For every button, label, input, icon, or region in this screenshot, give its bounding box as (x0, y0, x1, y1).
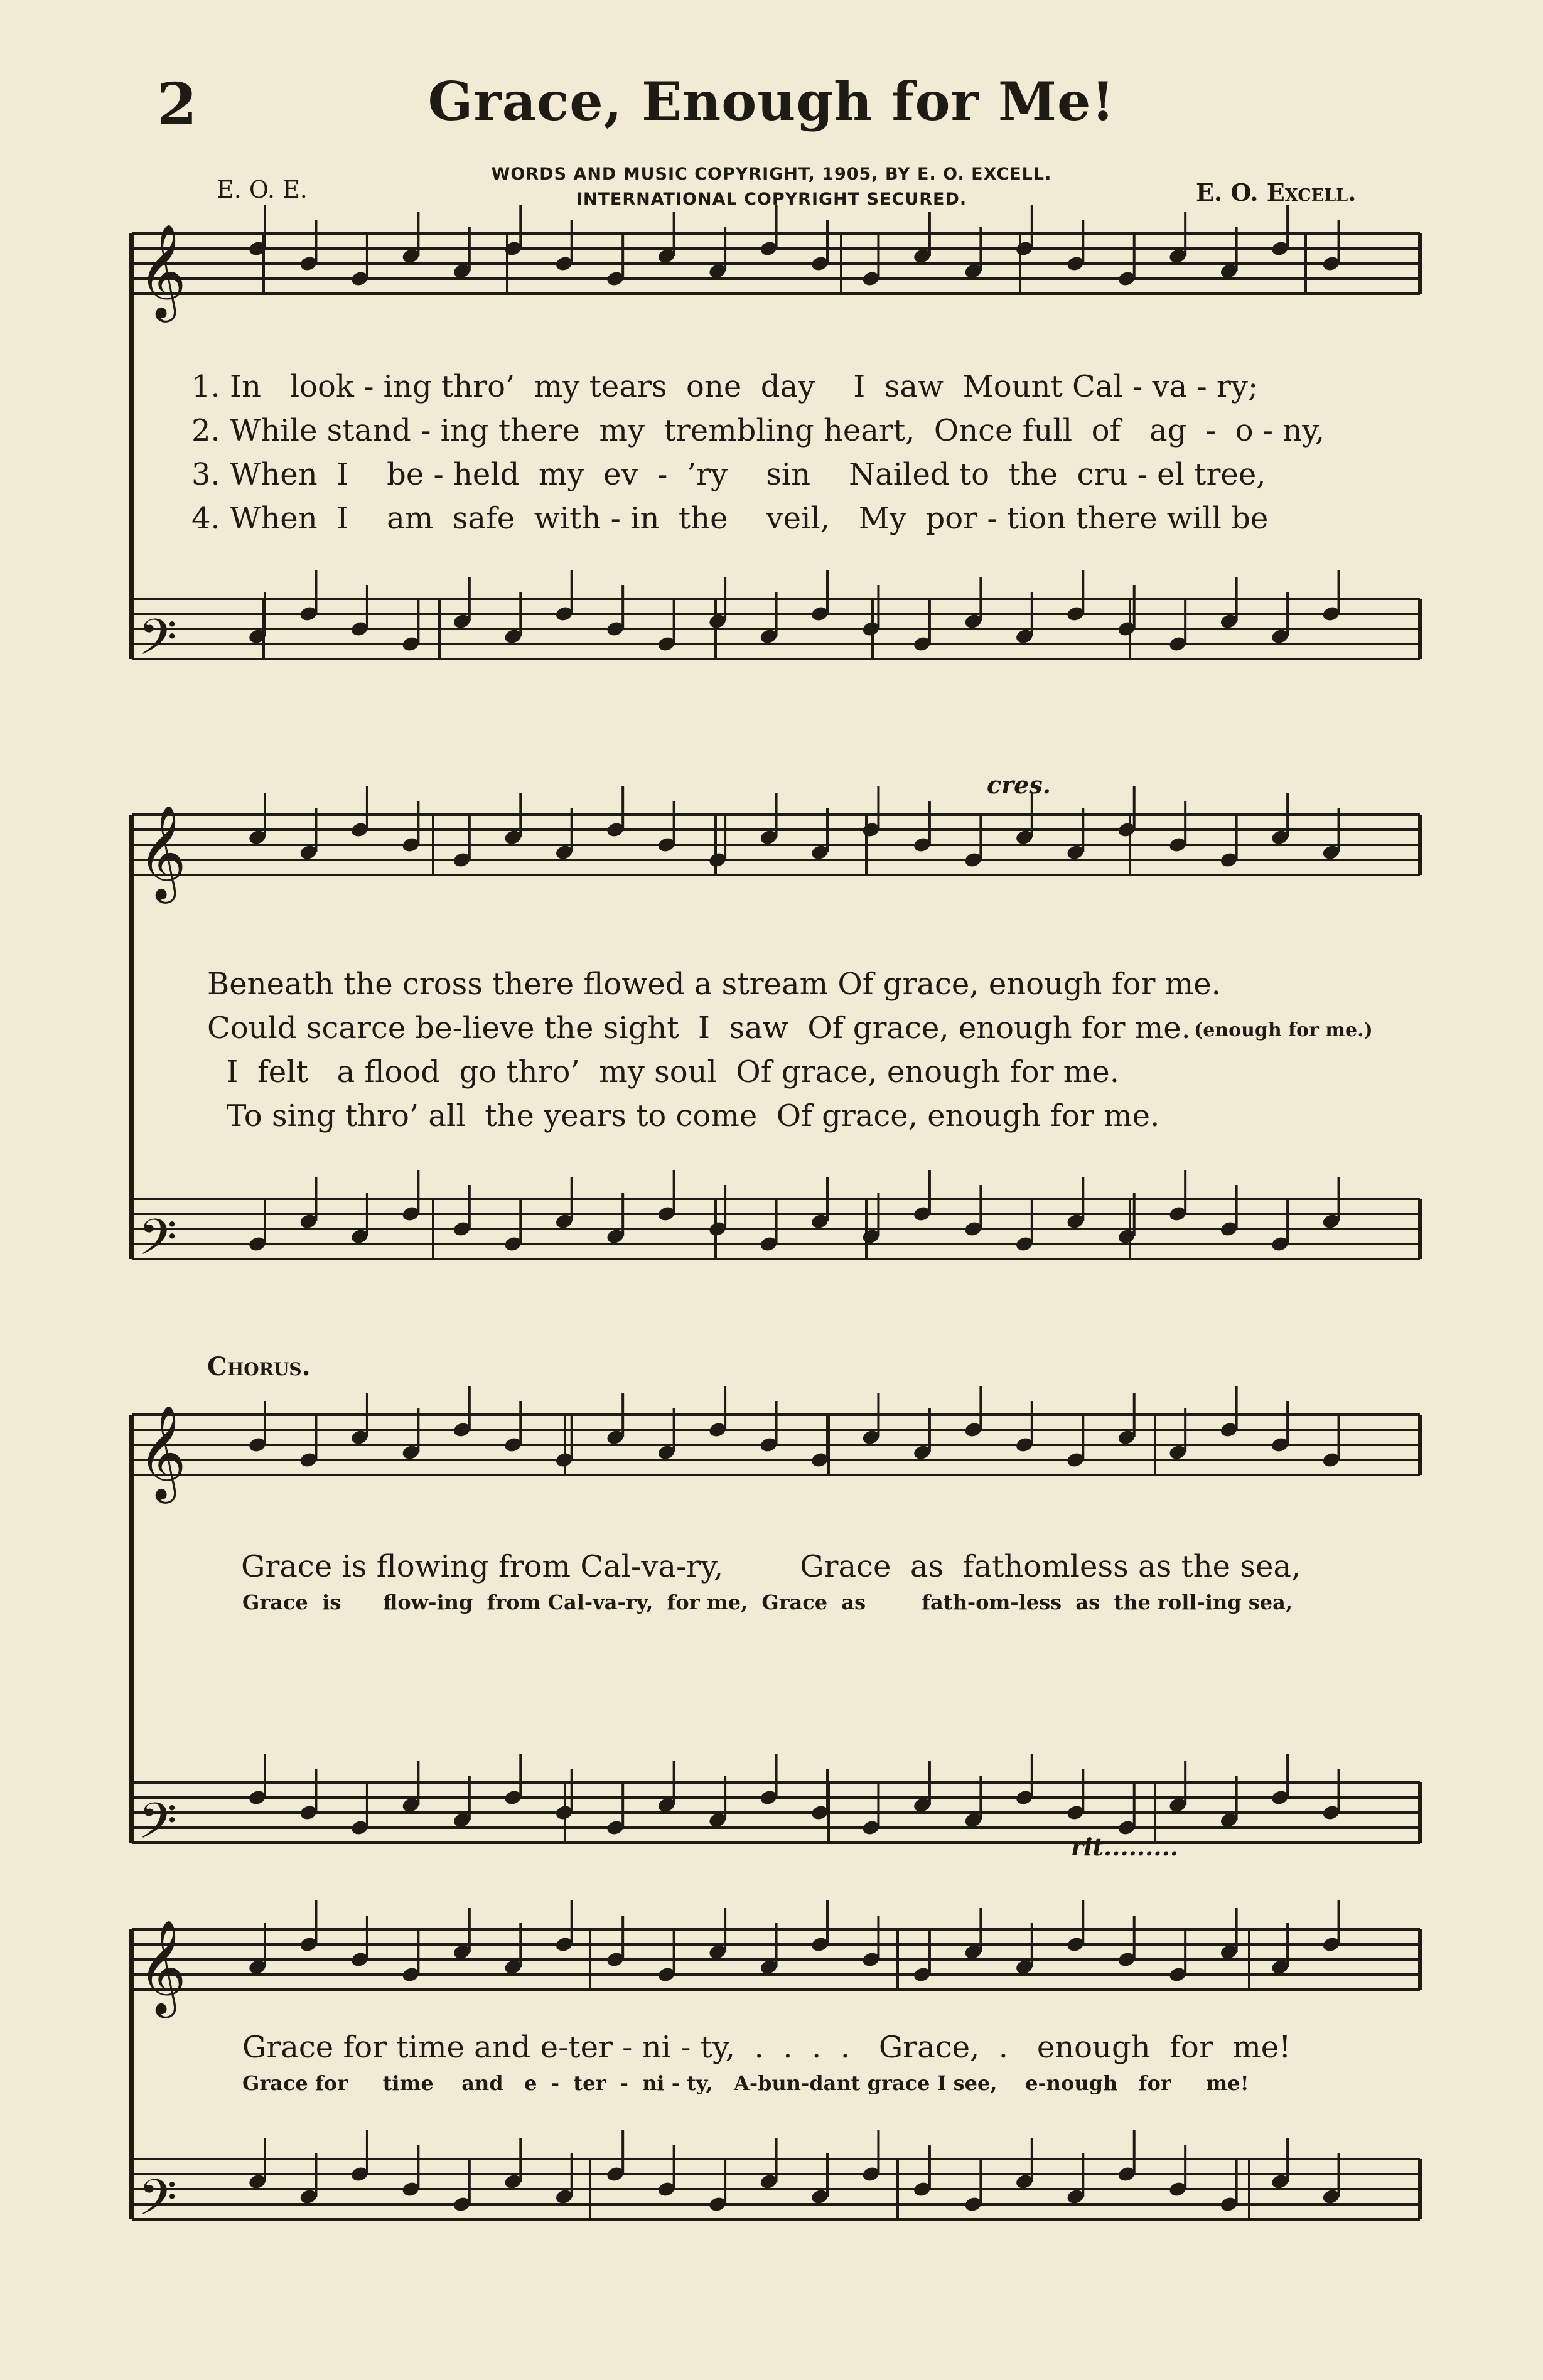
copyright-line-2: INTERNATIONAL COPYRIGHT SECURED. (576, 190, 967, 209)
treble-clef-icon: 𝄞 (138, 804, 186, 899)
bass-clef-icon: 𝄢 (138, 608, 177, 678)
verses-part-2 (126, 967, 1419, 1142)
music-credit: E. O. Excell. (1196, 178, 1357, 206)
chorus-line-1-echo: Grace is flow-ing from Cal-va-ry, for me, Grace as fath-om-less as the roll-ing sea, (242, 1590, 1293, 1614)
verse-2-echo: (enough for me.) (1194, 1019, 1373, 1041)
treble-clef-icon: 𝄞 (138, 1919, 186, 2014)
treble-clef-icon: 𝄞 (138, 223, 186, 318)
verse-1-line-a: 1. In look - ing thro’ my tears one day I saw Mount Cal - va - ry; (191, 369, 1259, 404)
verse-4-line-a: 4. When I am safe with - in the veil, My por - tion there will be (191, 501, 1269, 536)
cres-marking: cres. (987, 771, 1051, 799)
verse-2-line-b: Could scarce be-lieve the sight I saw Of grace, enough for me. (207, 1010, 1191, 1046)
chorus-label: Chorus. (207, 1352, 311, 1381)
verse-3-line-b: I felt a flood go thro’ my soul Of grace, enough for me. (207, 1054, 1119, 1090)
bass-clef-icon: 𝄢 (138, 1792, 177, 1862)
verse-3-line-a: 3. When I be - held my ev - ’ry sin Nailed to the cru - el tree, (191, 457, 1266, 492)
hymn-title: Grace, Enough for Me! (427, 70, 1116, 132)
rit-marking: rit......... (1071, 1833, 1179, 1861)
treble-clef-icon: 𝄞 (138, 1404, 186, 1499)
chorus-line-2-main: Grace for time and e-ter - ni - ty, . . . . Grace, . enough for me! (242, 2030, 1291, 2065)
verse-2-line-a: 2. While stand - ing there my trembling heart, Once full of ag - o - ny, (191, 413, 1325, 448)
words-credit: E. O. E. (217, 176, 308, 203)
verse-4-line-b: To sing thro’ all the years to come Of grace, enough for me. (207, 1098, 1160, 1134)
chorus-line-2-echo: Grace for time and e - ter - ni - ty, A-bun-dant grace I see, e-nough for me! (242, 2071, 1249, 2095)
chorus-lyrics-1 (126, 1549, 1419, 1614)
chorus-line-1-main: Grace is flowing from Cal-va-ry, Grace as fathomless as the sea, (241, 1549, 1301, 1584)
bass-clef-icon: 𝄢 (138, 1208, 177, 1278)
hymn-number: 2 (157, 70, 198, 138)
verse-1-line-b: Beneath the cross there flowed a stream Of grace, enough for me. (207, 967, 1221, 1002)
copyright-line-1: WORDS AND MUSIC COPYRIGHT, 1905, BY E. O. EXCELL. (491, 164, 1052, 184)
chorus-lyrics-2 (126, 2030, 1419, 2095)
verses-part-1 (126, 369, 1419, 545)
bass-clef-icon: 𝄢 (138, 2168, 177, 2239)
